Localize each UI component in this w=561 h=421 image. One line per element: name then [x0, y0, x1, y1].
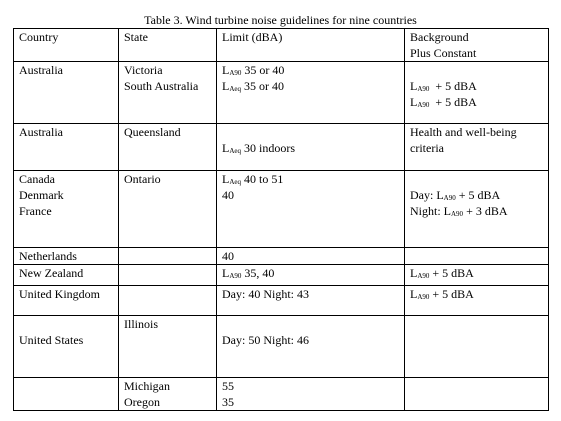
table-row — [14, 286, 549, 316]
cell-state — [119, 286, 217, 316]
header-cell-country: Country — [14, 29, 119, 62]
noise-guidelines-table — [13, 28, 549, 411]
cell-state: Ontario — [119, 171, 217, 248]
header-cell-limit: Limit (dBA) — [217, 29, 405, 62]
table-row — [14, 316, 549, 378]
header-cell-state: State — [119, 29, 217, 62]
cell-limit: 40 — [217, 248, 405, 265]
cell-limit: $L_{A90}$ 35 or 40 $L_{Aeq}$ 35 or 40 — [217, 62, 405, 124]
cell-country: United Kingdom — [14, 286, 119, 316]
cell-state: Illinois — [119, 316, 217, 378]
cell-country: United States — [14, 316, 119, 378]
cell-background — [405, 378, 549, 411]
cell-background: Health and well-being criteria — [405, 124, 549, 171]
cell-country — [14, 378, 119, 411]
cell-country: Netherlands — [14, 248, 119, 265]
table-row — [14, 378, 549, 411]
cell-state: Queensland — [119, 124, 217, 171]
header-row — [14, 29, 549, 62]
table-row — [14, 265, 549, 286]
cell-background: $L_{A90} + 5$ dBA — [405, 286, 549, 316]
header-cell-background: Background Plus Constant — [405, 29, 549, 62]
cell-limit: 55 35 — [217, 378, 405, 411]
cell-limit: Day: 50 Night: 46 — [217, 316, 405, 378]
cell-background: $L_{A90} + 5$ dBA — [405, 265, 549, 286]
cell-country: Canada Denmark France — [14, 171, 119, 248]
table-caption: Table 3. Wind turbine noise guidelines for nine countries — [144, 13, 417, 27]
cell-limit: $L_{Aeq}$ 40 to 51 40 — [217, 171, 405, 248]
cell-country: New Zealand — [14, 265, 119, 286]
cell-country: Australia — [14, 62, 119, 124]
table-row — [14, 171, 549, 248]
cell-state — [119, 248, 217, 265]
cell-background: Day: $L_{A90} + 5$ dBA Night: $L_{A90} + 3$ dBA — [405, 171, 549, 248]
cell-limit: Day: 40 Night: 43 — [217, 286, 405, 316]
cell-background — [405, 248, 549, 265]
table-row — [14, 62, 549, 124]
cell-state: Michigan Oregon — [119, 378, 217, 411]
cell-state: Victoria South Australia — [119, 62, 217, 124]
table-row — [14, 248, 549, 265]
table-row — [14, 124, 549, 171]
cell-limit: $L_{A90}$ 35, 40 — [217, 265, 405, 286]
cell-state — [119, 265, 217, 286]
cell-background — [405, 316, 549, 378]
cell-background: $L_{A90} + 5$ dBA $L_{A90} + 5$ dBA — [405, 62, 549, 124]
cell-limit: $L_{Aeq}$ 30 indoors — [217, 124, 405, 171]
cell-country: Australia — [14, 124, 119, 171]
